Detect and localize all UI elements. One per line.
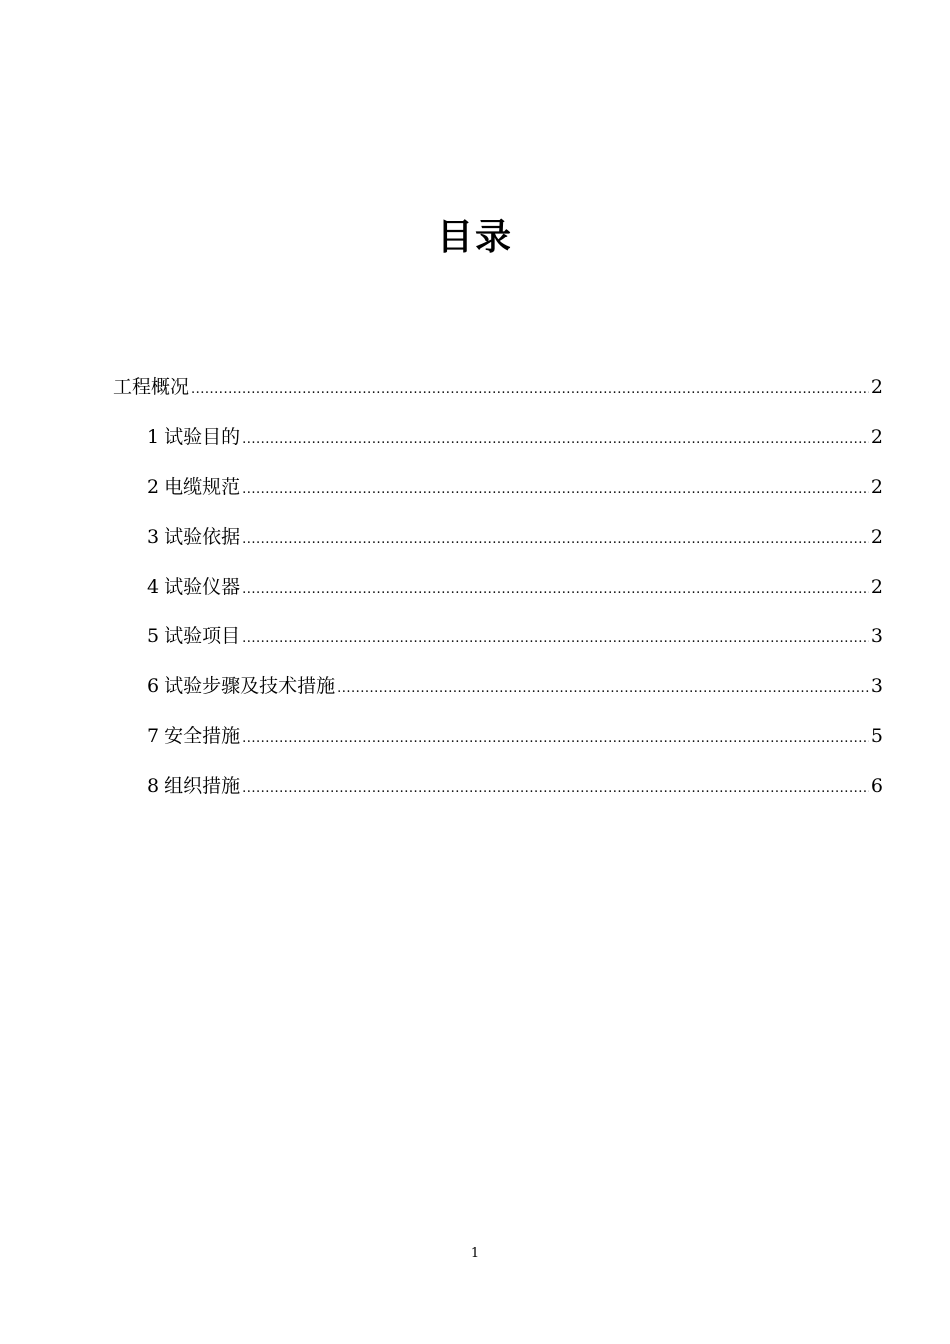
toc-entry-label: 7 安全措施: [147, 725, 241, 748]
toc-entry-number: 6: [147, 675, 160, 698]
toc-entry-page: 2: [870, 376, 883, 398]
toc-dot-leader: [242, 563, 869, 615]
toc-entry-number: 2: [147, 475, 160, 498]
toc-entry-label: 4 试验仪器: [147, 575, 241, 598]
toc-entry-page: 6: [870, 775, 883, 798]
toc-entry-cable-spec[interactable]: [113, 463, 883, 513]
toc-dot-leader: [242, 762, 869, 814]
toc-entry-label: 8 组织措施: [147, 775, 241, 798]
toc-entry-number: 4: [147, 575, 160, 598]
toc-entry-page: 2: [870, 475, 883, 498]
toc-entry-label: 2 电缆规范: [147, 475, 241, 498]
toc-entry-number: 5: [147, 625, 160, 648]
toc-entry-label: 3 试验依据: [147, 525, 241, 548]
page-title: 目录: [436, 217, 513, 258]
toc-entry-page: 2: [870, 525, 883, 548]
toc-entry-label: 1 试验目的: [147, 425, 241, 448]
toc-entry-page: 3: [870, 675, 883, 698]
toc-entry-number: 1: [147, 425, 160, 448]
toc-entry-safety[interactable]: [113, 712, 883, 762]
toc-dot-leader: [242, 463, 869, 515]
toc-entry-page: 2: [870, 575, 883, 598]
toc-dot-leader: [191, 363, 869, 415]
toc-entry-organization[interactable]: [113, 762, 883, 812]
table-of-contents: [113, 363, 883, 812]
toc-dot-leader: [337, 662, 869, 714]
toc-dot-leader: [242, 712, 869, 764]
toc-entry-number: 7: [147, 725, 160, 748]
toc-entry-label: 工程概况: [113, 376, 190, 398]
toc-entry-instruments[interactable]: [113, 563, 883, 613]
toc-entry-items[interactable]: [113, 612, 883, 662]
toc-entry-overview[interactable]: [113, 363, 883, 413]
toc-entry-label: 5 试验项目: [147, 625, 241, 648]
toc-entry-basis[interactable]: [113, 513, 883, 563]
toc-dot-leader: [242, 612, 869, 664]
toc-dot-leader: [242, 513, 869, 565]
toc-entry-number: 8: [147, 775, 160, 798]
toc-dot-leader: [242, 413, 869, 465]
toc-entry-page: 5: [870, 725, 883, 748]
toc-entry-page: 3: [870, 625, 883, 648]
toc-entry-purpose[interactable]: [113, 413, 883, 463]
page-number: 1: [470, 1246, 480, 1261]
toc-entry-number: 3: [147, 525, 160, 548]
toc-entry-page: 2: [870, 425, 883, 448]
toc-entry-label: 6 试验步骤及技术措施: [147, 675, 336, 698]
toc-entry-procedures[interactable]: [113, 662, 883, 712]
